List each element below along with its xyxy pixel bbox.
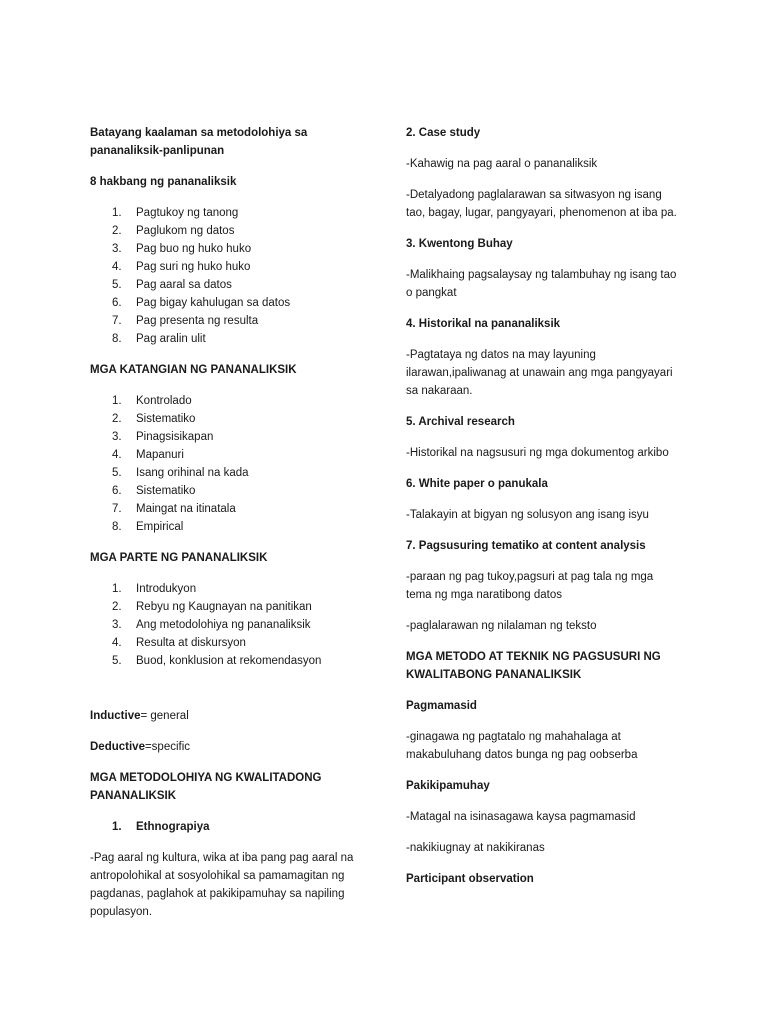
ethnograpiya-item [90, 818, 370, 836]
case-study-heading: 2. Case study [406, 127, 481, 139]
deductive-line [90, 738, 370, 756]
list-item-number: 3. [112, 619, 122, 631]
list-item-label: Ang metodolohiya ng pananaliksik [136, 619, 311, 631]
metodolohiya-heading-line-2: PANANALIKSIK [90, 790, 177, 802]
archival-desc: -Historikal na nagsusuri ng mga dokumentog arkibo [406, 447, 669, 459]
list-item [90, 240, 370, 258]
list-item-label: Pinagsisikapan [136, 431, 214, 443]
doc-title-line-1: Batayang kaalaman sa metodolohiya sa [90, 127, 308, 139]
inductive-term: Inductive [90, 710, 141, 722]
metodo-heading-line-1: MGA METODO AT TEKNIK NG PAGSUSURI NG [406, 651, 661, 663]
list-item-label: Kontrolado [136, 395, 192, 407]
tematiko-desc-line-3: -paglalarawan ng nilalaman ng teksto [406, 620, 597, 632]
list-item-label: Empirical [136, 521, 184, 533]
list-item [90, 258, 370, 276]
list-item-label: Maingat na itinatala [136, 503, 236, 515]
list-item-label: Introdukyon [136, 583, 197, 595]
historikal-desc-line-1: -Pagtataya ng datos na may layuning [406, 349, 596, 361]
list-item-number: 3. [112, 431, 122, 443]
ethnograpiya-desc-line-3: pagdanas, paglahok at pakikipamuhay sa napiling [90, 888, 345, 900]
list-item-label: Pag buo ng huko huko [136, 243, 252, 255]
list-item-number: 8. [112, 521, 122, 533]
list-item [90, 330, 370, 348]
ethnograpiya-label: Ethnograpiya [136, 821, 210, 833]
list-item-label: Sistematiko [136, 413, 196, 425]
case-study-desc: -Kahawig na pag aaral o pananaliksik [406, 158, 598, 170]
pakikipamuhay-desc-line-1: -Matagal na isinasagawa kaysa pagmamasid [406, 811, 636, 823]
katangian-heading: MGA KATANGIAN NG PANANALIKSIK [90, 364, 297, 376]
metodolohiya-heading-line-1: MGA METODOLOHIYA NG KWALITADONG [90, 772, 322, 784]
list-item [90, 634, 370, 652]
case-study-detail-line-2: tao, bagay, lugar, pangyayari, phenomenon at iba pa. [406, 207, 677, 219]
list-item-number: 1. [112, 395, 122, 407]
list-item-number: 2. [112, 601, 122, 613]
list-item-label: Pag aralin ulit [136, 333, 206, 345]
list-item-number: 1. [112, 583, 122, 595]
list-item-number: 6. [112, 485, 122, 497]
ethnograpiya-desc-line-1: -Pag aaral ng kultura, wika at iba pang pag aaral na [90, 852, 354, 864]
list-item-number: 4. [112, 637, 122, 649]
list-item-label: Isang orihinal na kada [136, 467, 249, 479]
pagmamasid-desc-line-2: makabuluhang datos bunga ng pag oobserba [406, 749, 638, 761]
pagmamasid-heading: Pagmamasid [406, 700, 477, 712]
list-item-number: 7. [112, 315, 122, 327]
katangian-list [90, 392, 370, 536]
ethnograpiya-number: 1. [112, 821, 122, 833]
parte-list [90, 580, 370, 670]
list-item [90, 482, 370, 500]
list-item-number: 3. [112, 243, 122, 255]
pakikipamuhay-desc-line-2: -nakikiugnay at nakikiranas [406, 842, 545, 854]
list-item-number: 5. [112, 655, 122, 667]
ethnograpiya-desc-line-4: populasyon. [90, 906, 153, 918]
steps-heading: 8 hakbang ng pananaliksik [90, 176, 237, 188]
kwentong-buhay-desc-line-2: o pangkat [406, 287, 457, 299]
list-item [90, 446, 370, 464]
list-item [90, 294, 370, 312]
tematiko-desc-line-2: tema ng mga naratibong datos [406, 589, 562, 601]
list-item-number: 6. [112, 297, 122, 309]
archival-heading: 5. Archival research [406, 416, 515, 428]
list-item [90, 518, 370, 536]
kwentong-buhay-desc-line-1: -Malikhaing pagsalaysay ng talambuhay ng isang tao [406, 269, 677, 281]
list-item-label: Mapanuri [136, 449, 184, 461]
participant-observation-heading: Participant observation [406, 873, 534, 885]
list-item [90, 312, 370, 330]
pakikipamuhay-heading: Pakikipamuhay [406, 780, 490, 792]
list-item-number: 5. [112, 279, 122, 291]
right-column [406, 124, 696, 888]
list-item-number: 4. [112, 261, 122, 273]
list-item [90, 500, 370, 518]
list-item-label: Paglukom ng datos [136, 225, 235, 237]
list-item-label: Buod, konklusion at rekomendasyon [136, 655, 322, 667]
list-item-label: Sistematiko [136, 485, 196, 497]
tematiko-heading: 7. Pagsusuring tematiko at content analysis [406, 540, 646, 552]
list-item-number: 8. [112, 333, 122, 345]
inductive-line [90, 707, 370, 725]
list-item [90, 598, 370, 616]
list-item-label: Pag aaral sa datos [136, 279, 232, 291]
case-study-detail-line-1: -Detalyadong paglalarawan sa sitwasyon ng isang [406, 189, 662, 201]
white-paper-desc: -Talakayin at bigyan ng solusyon ang isang isyu [406, 509, 649, 521]
list-item-number: 5. [112, 467, 122, 479]
list-item-label: Pag presenta ng resulta [136, 315, 259, 327]
list-item-label: Resulta at diskursyon [136, 637, 246, 649]
list-item [90, 464, 370, 482]
pagmamasid-desc-line-1: -ginagawa ng pagtatalo ng mahahalaga at [406, 731, 621, 743]
list-item-number: 4. [112, 449, 122, 461]
kwentong-buhay-heading: 3. Kwentong Buhay [406, 238, 513, 250]
parte-heading: MGA PARTE NG PANANALIKSIK [90, 552, 268, 564]
list-item [90, 428, 370, 446]
list-item-label: Pag suri ng huko huko [136, 261, 251, 273]
list-item [90, 616, 370, 634]
doc-title-line-2: pananaliksik-panlipunan [90, 145, 225, 157]
list-item-number: 7. [112, 503, 122, 515]
list-item-label: Pagtukoy ng tanong [136, 207, 239, 219]
historikal-heading: 4. Historikal na pananaliksik [406, 318, 561, 330]
list-item-number: 1. [112, 207, 122, 219]
list-item [90, 652, 370, 670]
list-item-label: Pag bigay kahulugan sa datos [136, 297, 291, 309]
white-paper-heading: 6. White paper o panukala [406, 478, 548, 490]
metodo-heading-line-2: KWALITABONG PANANALIKSIK [406, 669, 582, 681]
left-column [90, 124, 370, 921]
list-item [90, 410, 370, 428]
tematiko-desc-line-1: -paraan ng pag tukoy,pagsuri at pag tala ng mga [406, 571, 654, 583]
list-item [90, 204, 370, 222]
historikal-desc-line-3: sa nakaraan. [406, 385, 473, 397]
list-item-label: Rebyu ng Kaugnayan na panitikan [136, 601, 312, 613]
list-item [90, 276, 370, 294]
deductive-term: Deductive [90, 741, 145, 753]
historikal-desc-line-2: ilarawan,ipaliwanag at unawain ang mga pangyayari [406, 367, 673, 379]
list-item [90, 392, 370, 410]
list-item-number: 2. [112, 225, 122, 237]
spacer [90, 683, 370, 707]
list-item [90, 222, 370, 240]
ethnograpiya-desc-line-2: antropolohikal at sosyolohikal sa pamamagitan ng [90, 870, 345, 882]
list-item [90, 580, 370, 598]
list-item-number: 2. [112, 413, 122, 425]
steps-list [90, 204, 370, 348]
inductive-definition: = general [140, 710, 189, 722]
deductive-definition: =specific [144, 741, 191, 753]
